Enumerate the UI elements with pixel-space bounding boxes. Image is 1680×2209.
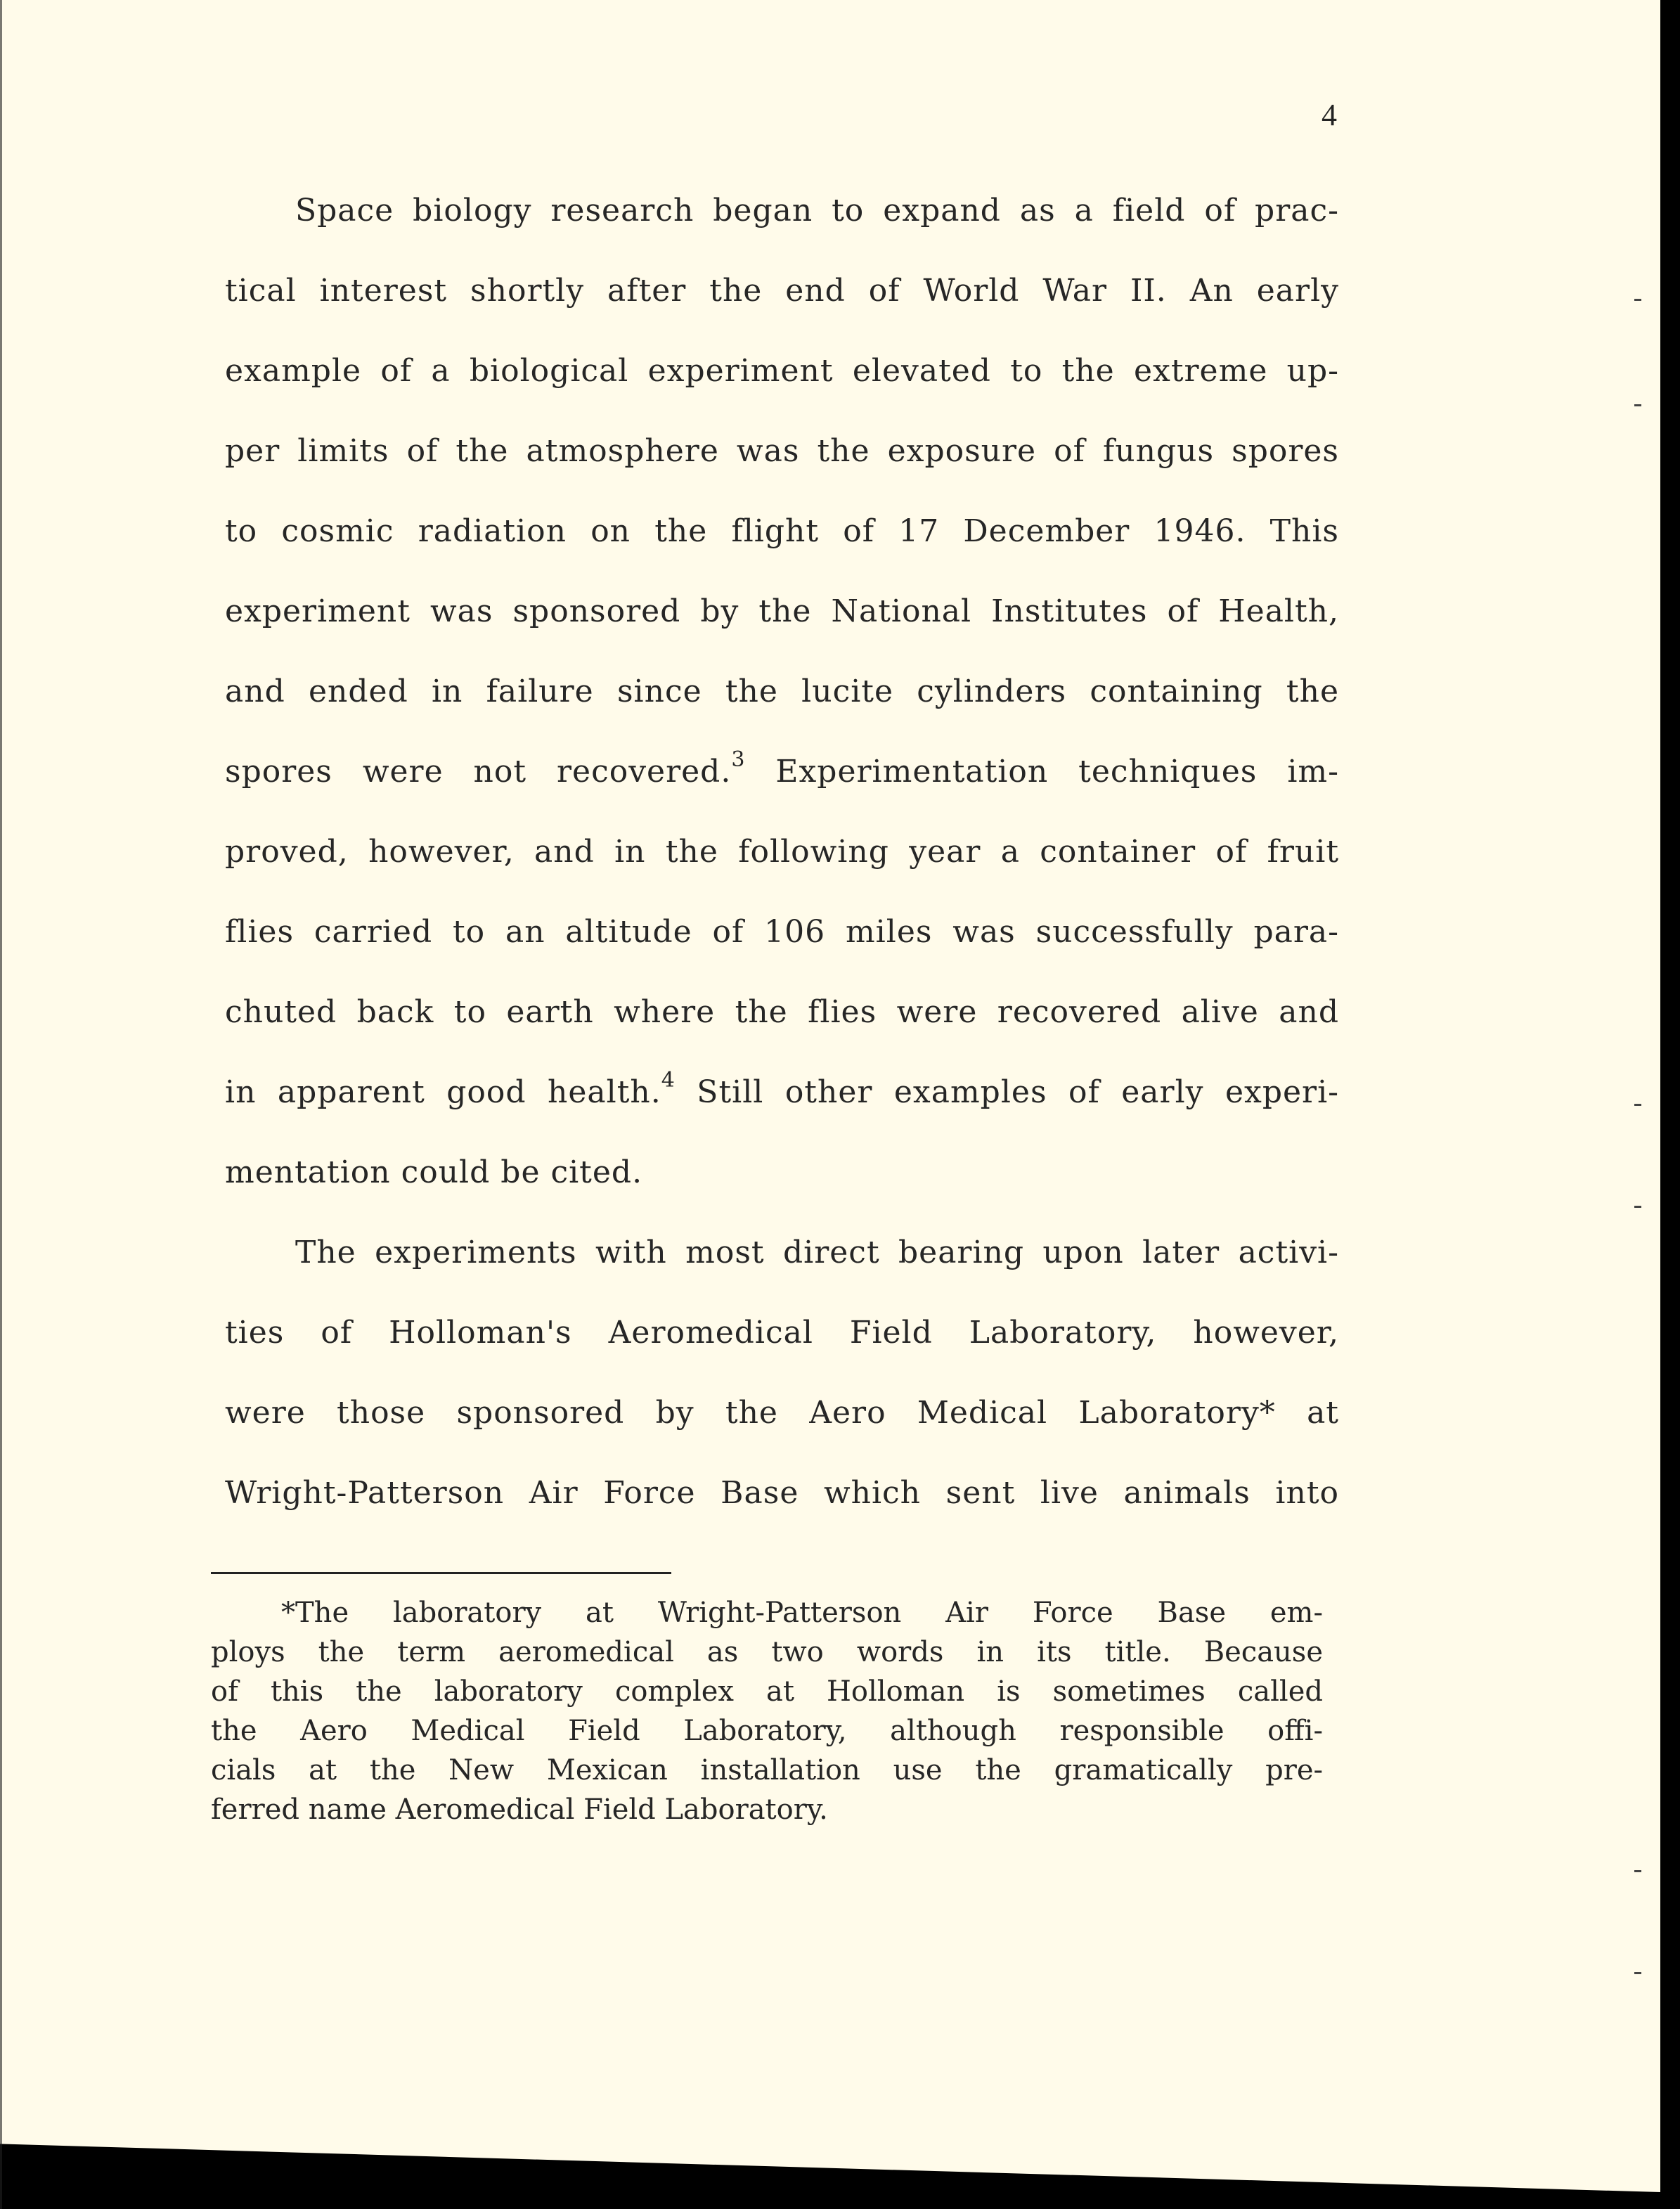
margin-mark — [1634, 1972, 1641, 1974]
body-line: proved, however, and in the following year a container of fruit — [225, 834, 1339, 870]
body-line: experiment was sponsored by the National Institutes of Health, — [225, 593, 1339, 629]
margin-mark — [1634, 299, 1641, 301]
body-text — [225, 171, 1339, 1533]
body-line: ties of Holloman's Aeromedical Field Laboratory, however, — [225, 1315, 1339, 1351]
text: spores were not recovered. — [225, 754, 732, 790]
text: in apparent good health. — [225, 1074, 661, 1110]
scan-edge — [0, 0, 2, 2209]
body-line: Space biology research began to expand as a field of prac- — [295, 193, 1339, 228]
body-line: chuted back to earth where the flies were recovered alive and — [225, 994, 1339, 1030]
body-line: mentation could be cited. — [225, 1154, 643, 1190]
body-line: The experiments with most direct bearing upon later activi- — [295, 1235, 1339, 1270]
body-line: and ended in failure since the lucite cylinders containing the — [225, 674, 1339, 709]
body-line: Wright-Patterson Air Force Base which sent live animals into — [225, 1475, 1339, 1511]
footnote-line: ploys the term aeromedical as two words in its title. Because — [211, 1636, 1323, 1668]
footnote-ref: 4 — [661, 1068, 676, 1093]
body-line: to cosmic radiation on the flight of 17 December 1946. This — [225, 513, 1339, 549]
text: Experimentation techniques im- — [745, 754, 1339, 790]
body-line: tical interest shortly after the end of World War II. An early — [225, 273, 1339, 309]
margin-mark — [1634, 1104, 1641, 1106]
page-number: 4 — [1322, 98, 1337, 132]
margin-mark — [1634, 1206, 1641, 1208]
footnote-line: *The laboratory at Wright-Patterson Air Force Base em- — [281, 1597, 1323, 1629]
body-line: example of a biological experiment elevated to the extreme up- — [225, 353, 1339, 389]
text: Still other examples of early experi- — [675, 1074, 1340, 1110]
footnote-rule — [211, 1572, 671, 1574]
margin-mark — [1634, 1870, 1641, 1872]
body-line: flies carried to an altitude of 106 miles was successfully para- — [225, 914, 1339, 950]
body-line: per limits of the atmosphere was the exposure of fungus spores — [225, 433, 1339, 469]
body-line — [225, 732, 1339, 812]
body-line — [225, 1052, 1339, 1133]
margin-mark — [1634, 404, 1641, 406]
body-line: were those sponsored by the Aero Medical Laboratory* at — [225, 1395, 1339, 1431]
footnote-ref: 3 — [731, 747, 746, 772]
footnote-line: ferred name Aeromedical Field Laboratory. — [211, 1793, 828, 1826]
footnote — [211, 1593, 1323, 1829]
footnote-line: the Aero Medical Field Laboratory, although responsible offi- — [211, 1715, 1323, 1747]
footnote-line: cials at the New Mexican installation use the gramatically pre- — [211, 1754, 1323, 1786]
footnote-line: of this the laboratory complex at Holloman is sometimes called — [211, 1675, 1323, 1708]
